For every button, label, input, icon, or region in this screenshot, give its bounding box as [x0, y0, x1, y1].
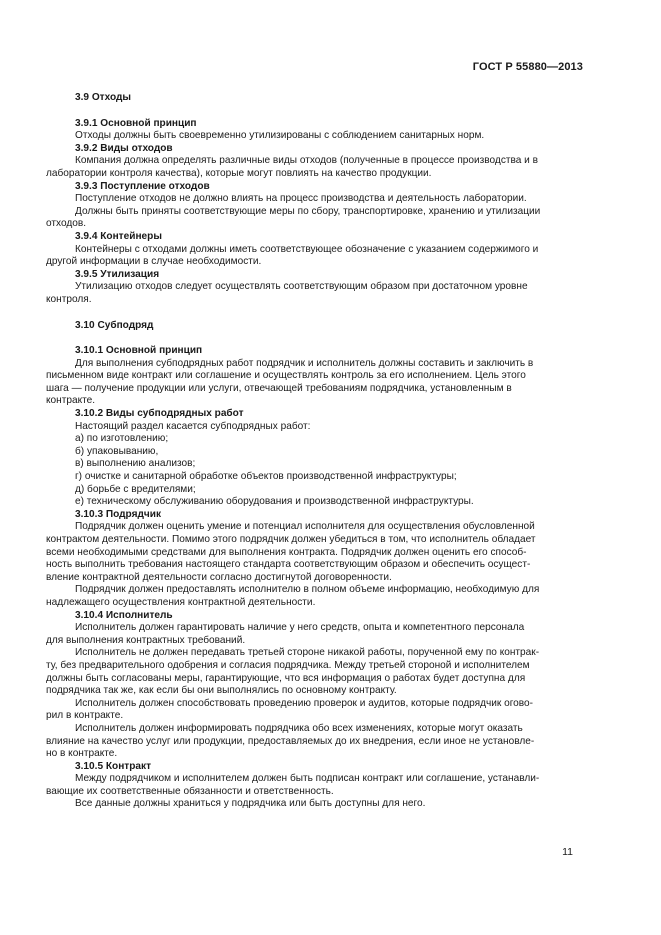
section-3-10-3-title: 3.10.3 Подрядчик: [75, 508, 162, 520]
text-line: Исполнитель не должен передавать третьей стороне никакой работы, порученной ему по контрак-: [75, 647, 540, 659]
text-line: Исполнитель должен способствовать проведению проверок и аудитов, которые подрядчик огово-: [75, 697, 534, 709]
text-line: для выполнения контрактных требований.: [46, 634, 246, 646]
text-line: Между подрядчиком и исполнителем должен быть подписан контракт или соглашение, устанавли-: [75, 773, 540, 785]
text-line: всеми необходимыми средствами для выполнения контракта. Подрядчик должен оценить его способ-: [46, 546, 527, 558]
section-3-10-title: 3.10 Субподряд: [75, 319, 154, 331]
list-item: а) по изготовлению;: [75, 433, 169, 445]
text-line: надлежащего осуществления контрактной деятельности.: [46, 596, 316, 608]
text-line: должны быть согласованы меры, гарантирующие, что вся информация о работах будет доступна для: [46, 672, 526, 684]
text-line: Все данные должны храниться у подрядчика или быть доступны для него.: [75, 798, 426, 810]
page-number: 11: [562, 846, 573, 858]
text-line: контракте.: [46, 395, 96, 407]
list-item: д) борьбе с вредителями;: [75, 483, 196, 495]
text-line: Настоящий раздел касается субподрядных работ:: [75, 420, 311, 432]
text-line: контрактом деятельности. Помимо этого подрядчик должен убедиться в том, что исполнитель обладает: [46, 534, 536, 545]
text-line: подрядчика так же, как если бы они выполнялись по основному контракту.: [46, 685, 397, 697]
text-line: Исполнитель должен гарантировать наличие у него средств, опыта и компетентного персонала: [75, 622, 525, 634]
section-3-9-5-title: 3.9.5 Утилизация: [75, 268, 160, 280]
text-line: Подрядчик должен оценить умение и потенциал исполнителя для осуществления обусловленной: [75, 521, 535, 533]
section-3-10-5-title: 3.10.5 Контракт: [75, 760, 152, 772]
text-line: Поступление отходов не должно влиять на процесс производства и деятельность лаборатории.: [75, 193, 527, 205]
text-line: рил в контракте.: [46, 710, 124, 722]
text-line: ту, без предварительного одобрения и согласия подрядчика. Между третьей стороной и исполнителем: [46, 659, 530, 671]
section-3-9-4-title: 3.9.4 Контейнеры: [75, 230, 162, 242]
text-line: вление контрактной деятельности согласно достигнутой договоренности.: [46, 571, 392, 583]
text-line: Отходы должны быть своевременно утилизированы с соблюдением санитарных норм.: [75, 130, 485, 142]
text-line: контроля.: [46, 293, 92, 305]
section-3-9-title: 3.9 Отходы: [75, 92, 132, 103]
section-3-10-2-title: 3.10.2 Виды субподрядных работ: [75, 408, 244, 420]
text-line: влияние на качество услуг или продукции, предоставляемых до их внедрения, если иное не установле-: [46, 735, 535, 747]
text-line: ность выполнить требования настоящего стандарта соответствующим образом и обеспечить осущест-: [46, 559, 531, 571]
text-line: но в контракте.: [46, 748, 118, 760]
text-line: Исполнитель должен информировать подрядчика обо всех изменениях, которые могут оказать: [75, 722, 523, 734]
text-line: письменном виде контракт или соглашение и осуществлять контроль за его исполнением. Цель этого: [46, 370, 526, 382]
text-line: отходов.: [46, 218, 87, 230]
list-item: в) выполнению анализов;: [75, 458, 196, 470]
section-3-10-4-title: 3.10.4 Исполнитель: [75, 609, 173, 621]
text-line: Должны быть приняты соответствующие меры по сбору, транспортировке, хранению и утилизации: [75, 205, 541, 217]
section-3-9-2-title: 3.9.2 Виды отходов: [75, 142, 173, 154]
list-item: е) техническому обслуживанию оборудования и производственной инфраструктуры.: [75, 496, 474, 508]
text-line: шага — получение продукции или услуги, отвечающей требованиям подрядчика, установленным в: [46, 382, 512, 394]
text-line: Подрядчик должен предоставлять исполнителю в полном объеме информацию, необходимую для: [75, 584, 540, 596]
section-3-9-3-title: 3.9.3 Поступление отходов: [75, 180, 210, 192]
text-line: Контейнеры с отходами должны иметь соответствующее обозначение с указанием содержимого и: [75, 243, 539, 255]
section-3-10-1-title: 3.10.1 Основной принцип: [75, 345, 203, 357]
text-line: Компания должна определять различные виды отходов (полученные в процессе производства и в: [75, 155, 538, 167]
document-body: [46, 92, 583, 811]
text-line: другой информации в случае необходимости.: [46, 256, 262, 268]
text-line: Утилизацию отходов следует осуществлять соответствующим образом при достаточном уровне: [75, 281, 528, 293]
list-item: г) очистке и санитарной обработке объектов производственной инфраструктуры;: [75, 471, 457, 483]
text-line: лаборатории контроля качества), которые могут повлиять на качество продукции.: [46, 167, 432, 179]
standard-id: ГОСТ Р 55880—2013: [472, 61, 583, 73]
text-line: Для выполнения субподрядных работ подрядчик и исполнитель должны составить и заключить в: [75, 357, 534, 369]
document-header: [473, 61, 583, 73]
section-3-9-1-title: 3.9.1 Основной принцип: [75, 117, 197, 129]
list-item: б) упаковыванию,: [75, 445, 159, 457]
text-line: вающие их соответственные обязанности и ответственность.: [46, 785, 334, 797]
